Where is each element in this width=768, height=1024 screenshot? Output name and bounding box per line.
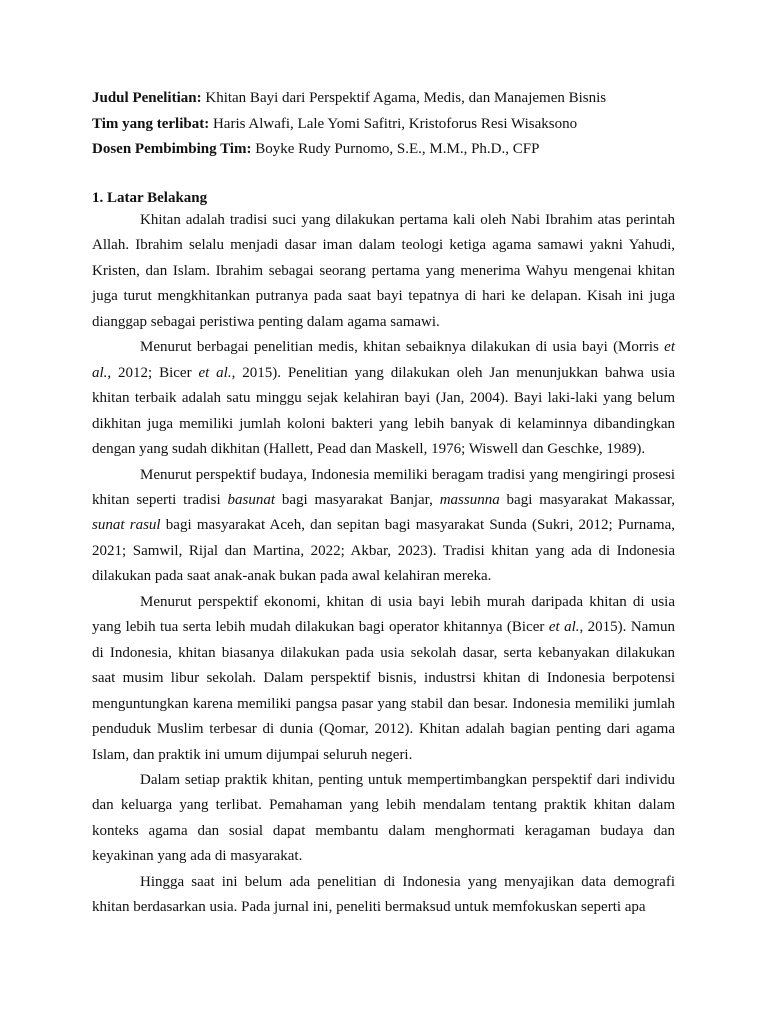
citation-et-al: et al. [198, 364, 232, 381]
document-page [92, 0, 675, 1024]
paragraph-2-text: , 2015). Penelitian yang dilakukan oleh Jan menunjukkan bahwa usia khitan terbaik adalah satu minggu sejak kelahiran bayi (Jan, 2004). Bayi laki-laki yang belum dikhitan juga memiliki jumlah koloni bakteri yang lebih banyak di kelaminnya dibandingkan dengan yang sudah dikhitan (Hallett, Pead dan Maskell, 1976; Wiswell dan Geschke, 1989). [92, 364, 676, 458]
paragraph-3-text: bagi masyarakat Aceh, dan sepitan bagi masyarakat Sunda (Sukri, 2012; Purnama, 2021; Samwil, Rijal dan Martina, 2022; Akbar, 2023). Tradisi khitan yang ada di Indonesia dilakukan pada saat anak-anak bukan pada awal kelahiran mereka. [92, 517, 675, 585]
team-label: Tim yang terlibat: [92, 115, 210, 132]
research-title-row [92, 86, 675, 112]
paragraph-3-text: bagi masyarakat Makassar, [499, 491, 675, 508]
paragraph-4 [92, 590, 675, 768]
paragraph-6 [92, 870, 675, 921]
research-title-label: Judul Penelitian: [92, 90, 202, 106]
document-metadata [92, 86, 675, 163]
paragraph-5 [92, 768, 675, 870]
paragraph-3-text: Menurut perspektif budaya, Indonesia memiliki beragam tradisi yang mengiringi prosesi khitan seperti tradisi [92, 466, 675, 508]
term-massunna: massunna [439, 491, 500, 508]
paragraph-2-text: Menurut berbagai penelitian medis, khitan sebaiknya dilakukan di usia bayi (Morris [140, 339, 665, 356]
paragraph-2 [92, 335, 675, 462]
research-title-value: Khitan Bayi dari Perspektif Agama, Medis, dan Manajemen Bisnis [205, 90, 607, 106]
paragraph-3-text: bagi masyarakat Banjar, [275, 491, 440, 508]
team-members: Haris Alwafi, Lale Yomi Safitri, Kristoforus Resi Wisaksono [212, 115, 578, 132]
supervisor-row [92, 137, 675, 163]
paragraph-3 [92, 463, 675, 590]
section-body [92, 208, 675, 921]
paragraph-4-text: Menurut perspektif ekonomi, khitan di usia bayi lebih murah daripada khitan di usia yang lebih tua serta lebih mudah dilakukan bagi operator khitannya (Bicer [92, 593, 675, 636]
supervisor-label: Dosen Pembimbing Tim: [92, 141, 252, 157]
paragraph-6-text: Hingga saat ini belum ada penelitian di Indonesia yang menyajikan data demografi khitan berdasarkan usia. Pada jurnal ini, peneliti bermaksud untuk memfokuskan seperti apa [92, 873, 675, 916]
citation-et-al: et al. [92, 339, 675, 381]
paragraph-1-text: Khitan adalah tradisi suci yang dilakukan pertama kali oleh Nabi Ibrahim atas perintah Allah. Ibrahim selalu menjadi dasar iman dalam teologi ketiga agama samawi yakni Yahudi, Kristen, dan Islam. Ibrahim sebagai seorang pertama yang menerima Wahyu mengenai khitan juga turut mengkhitankan putranya pada saat bayi tepatnya di hari ke delapan. Kisah ini juga dianggap sebagai peristiwa penting dalam agama samawi. [92, 212, 675, 330]
term-basunat: basunat [227, 491, 276, 508]
team-row [92, 112, 675, 138]
paragraph-1 [92, 208, 675, 335]
supervisor-name: Boyke Rudy Purnomo, S.E., M.M., Ph.D., CFP [255, 141, 540, 157]
paragraph-5-text: Dalam setiap praktik khitan, penting untuk mempertimbangkan perspektif dari individu dan keluarga yang terlibat. Pemahaman yang lebih mendalam tentang praktik khitan dalam konteks agama dan sosial dapat membantu dalam menghormati keragaman budaya dan keyakinan yang ada di masyarakat. [92, 771, 675, 865]
term-sunat-rasul: sunat rasul [92, 517, 161, 534]
section-heading: 1. Latar Belakang [92, 190, 208, 206]
paragraph-2-text: , 2012; Bicer [107, 364, 199, 381]
citation-et-al: et al. [548, 619, 580, 636]
paragraph-4-text: , 2015). Namun di Indonesia, khitan biasanya dilakukan pada usia sekolah dasar, serta kebanyakan dilakukan saat musim libur sekolah. Dalam perspektif bisnis, industrsi khitan di Indonesia berpotensi menguntungkan karena memiliki pangsa pasar yang stabil dan besar. Indonesia memiliki jumlah penduduk Muslim terbesar di dunia (Qomar, 2012). Khitan adalah bagian penting dari agama Islam, dan praktik ini umum dijumpai seluruh negeri. [92, 619, 675, 763]
